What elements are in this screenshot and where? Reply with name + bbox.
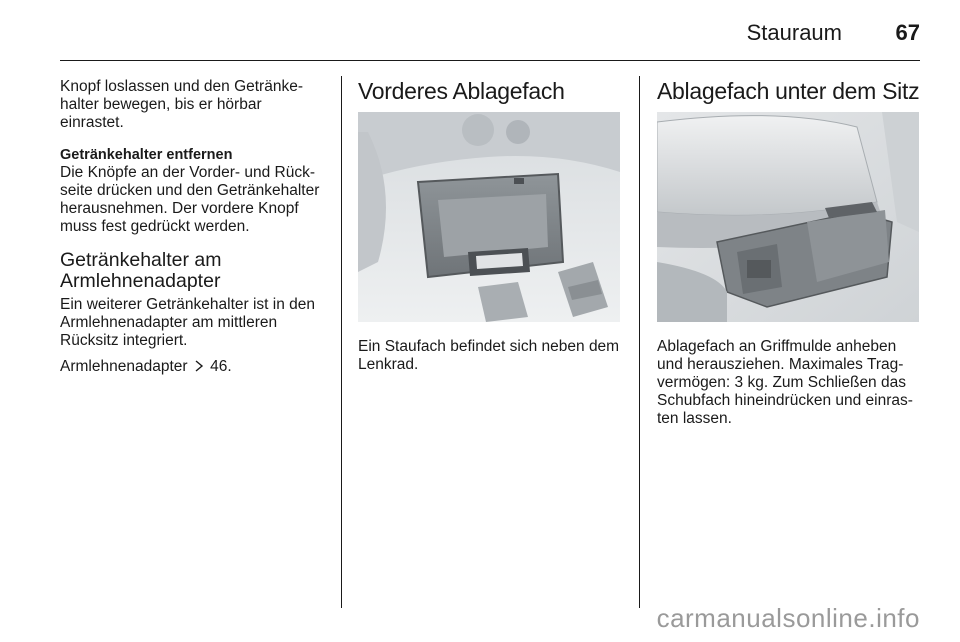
paragraph: Knopf loslassen und den Getränke-halter bewegen, bis er hörbar einrastet. bbox=[60, 78, 303, 131]
column-1 bbox=[60, 78, 328, 390]
page-header bbox=[0, 0, 960, 62]
cross-reference bbox=[60, 358, 328, 376]
reference-text: Armlehnenadapter bbox=[60, 358, 188, 375]
seat-drawer-photo bbox=[657, 112, 919, 322]
heading-under-seat-storage: Ablagefach unter dem Sitz bbox=[657, 78, 920, 104]
paragraph: Die Knöpfe an der Vorder- und Rück-seite drücken und den Getränkehalter herausnehmen. Der vordere Knopf muss fest gedrückt werden. bbox=[60, 164, 320, 235]
column-divider-2 bbox=[639, 76, 640, 608]
column-2 bbox=[358, 78, 626, 388]
glovebox-photo bbox=[358, 112, 620, 322]
reference-arrow-icon bbox=[194, 360, 204, 372]
column-divider-1 bbox=[341, 76, 342, 608]
header-divider bbox=[60, 60, 920, 61]
caption-under-seat-storage: Ablagefach an Griffmulde anheben und herausziehen. Maximales Trag-vermögen: 3 kg. Zum Schließen das Schubfach hineindrücken und einras-ten lassen. bbox=[657, 338, 913, 427]
reference-page: 46. bbox=[210, 358, 232, 375]
section-title: Stauraum bbox=[746, 20, 842, 45]
subheading-remove-cupholder: Getränkehalter entfernen bbox=[60, 147, 233, 163]
caption-front-storage: Ein Staufach befindet sich neben dem Lenkrad. bbox=[358, 338, 620, 373]
heading-front-storage: Vorderes Ablagefach bbox=[358, 78, 565, 104]
heading-cupholder-armrest: Getränkehalter am Armlehnenadapter bbox=[60, 249, 222, 292]
watermark: carmanualsonline.info bbox=[656, 603, 920, 633]
column-3 bbox=[657, 78, 922, 442]
paragraph: Ein weiterer Getränkehalter ist in den Armlehnenadapter am mittleren Rücksitz integriert. bbox=[60, 296, 316, 349]
page-number: 67 bbox=[895, 20, 920, 45]
